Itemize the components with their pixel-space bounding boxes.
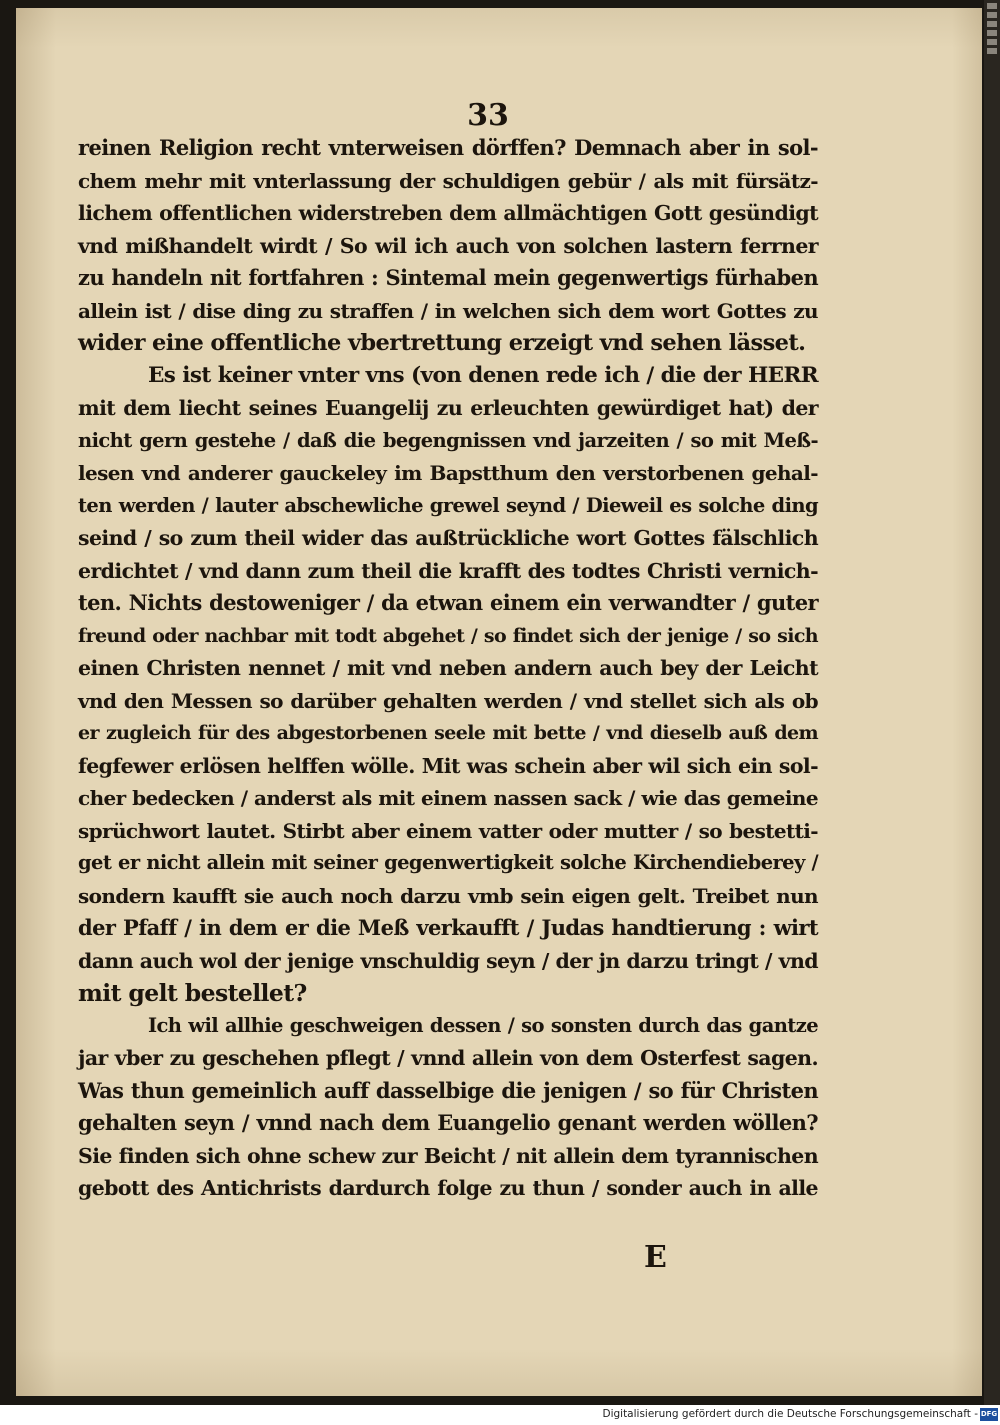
paragraph-start-line: Es ist keiner vnter vns (von denen rede ich / die der HERR xyxy=(148,362,818,388)
text-line: mit dem liecht seines Euangelij zu erleuchten gewürdiget hat) der xyxy=(78,396,818,420)
text-line: sprüchwort lautet. Stirbt aber einem vatter oder mutter / so bestetti- xyxy=(78,818,818,843)
text-line: dann auch wol der jenige vnschuldig seyn / der jn darzu tringt / vnd xyxy=(78,948,818,973)
scan-edge-strip xyxy=(984,0,1000,1405)
text-line: einen Christen nennet / mit vnd neben andern auch bey der Leicht xyxy=(78,656,818,680)
text-line: mit gelt bestellet? xyxy=(78,979,307,1007)
text-line: nicht gern gestehe / daß die begengnissen vnd jarzeiten / so mit Meß- xyxy=(78,428,818,452)
text-line: ten werden / lauter abschewliche grewel seynd / Dieweil es solche ding xyxy=(78,493,818,517)
text-line: sondern kaufft sie auch noch darzu vmb sein eigen gelt. Treibet nun xyxy=(78,883,818,908)
text-line: chem mehr mit vnterlassung der schuldigen gebür / als mit fürsätz- xyxy=(78,168,818,193)
text-line: vnd mißhandelt wirdt / So wil ich auch von solchen lastern ferrner xyxy=(78,233,818,258)
text-line: ten. Nichts destoweniger / da etwan einem ein verwandter / guter xyxy=(78,590,818,615)
text-line: er zugleich für des abgestorbenen seele mit bette / vnd dieselb auß dem xyxy=(78,722,818,744)
text-line: der Pfaff / in dem er die Meß verkaufft / Judas handtierung : wirt xyxy=(78,915,818,940)
text-line: jar vber zu geschehen pflegt / vnnd allein von dem Osterfest sagen. xyxy=(78,1046,818,1070)
text-line: lesen vnd anderer gauckeley im Bapstthum den verstorbenen gehal- xyxy=(78,461,818,485)
text-line: freund oder nachbar mit todt abgehet / so findet sich der jenige / so sich xyxy=(78,624,818,647)
footer-bar xyxy=(0,1405,1000,1425)
funding-credit: Digitalisierung gefördert durch die Deutsche Forschungsgemeinschaft - xyxy=(602,1408,978,1420)
text-line: Was thun gemeinlich auff dasselbige die jenigen / so für Christen xyxy=(78,1077,818,1103)
text-line: reinen Religion recht vnterweisen dörffen? Demnach aber in sol- xyxy=(78,135,818,160)
text-line: gebott des Antichrists dardurch folge zu thun / sonder auch in alle xyxy=(78,1176,818,1200)
text-line: Sie finden sich ohne schew zur Beicht / nit allein dem tyrannischen xyxy=(78,1143,818,1168)
text-line: fegfewer erlösen helffen wölle. Mit was schein aber wil sich ein sol- xyxy=(78,753,818,778)
catchword: E xyxy=(644,1240,667,1275)
text-line: seind / so zum theil wider das außtrückliche wort Gottes fälschlich xyxy=(78,526,818,550)
text-line: wider eine offentliche vbertrettung erzeigt vnd sehen lässet. xyxy=(78,330,806,356)
dfg-logo: DFG xyxy=(980,1408,998,1421)
text-line: lichem offentlichen widerstreben dem allmächtigen Gott gesündigt xyxy=(78,201,818,225)
text-line: cher bedecken / anderst als mit einem nassen sack / wie das gemeine xyxy=(78,786,818,810)
text-line: allein ist / dise ding zu straffen / in welchen sich dem wort Gottes zu xyxy=(78,298,818,323)
book-page xyxy=(16,8,982,1396)
text-line: get er nicht allein mit seiner gegenwertigkeit solche Kirchendieberey / xyxy=(78,851,818,874)
text-line: zu handeln nit fortfahren : Sintemal mein gegenwertigs fürhaben xyxy=(78,265,818,290)
text-line: gehalten seyn / vnnd nach dem Euangelio genant werden wöllen? xyxy=(78,1110,818,1135)
text-line: erdichtet / vnd dann zum theil die krafft des todtes Christi vernich- xyxy=(78,558,818,583)
body-text xyxy=(78,132,818,1205)
page-number: 33 xyxy=(467,98,509,133)
text-line: vnd den Messen so darüber gehalten werden / vnd stellet sich als ob xyxy=(78,688,818,713)
paragraph-start-line: Ich wil allhie geschweigen dessen / so sonsten durch das gantze xyxy=(148,1013,818,1037)
